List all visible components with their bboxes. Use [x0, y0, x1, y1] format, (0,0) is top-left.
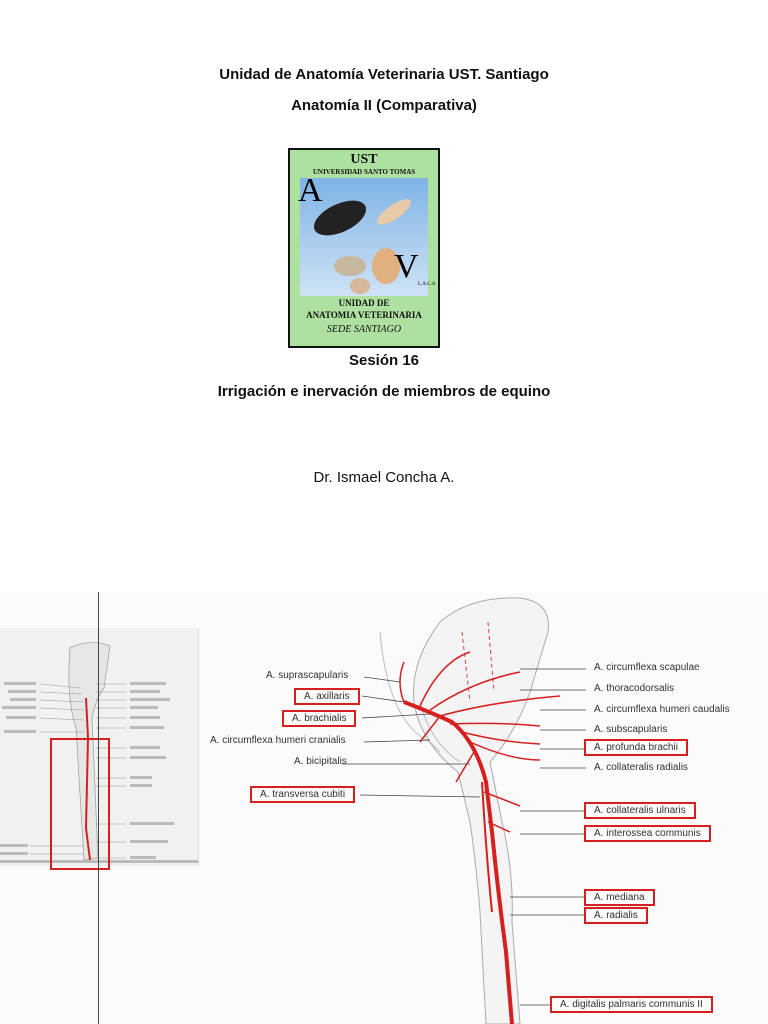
label-subscapularis: A. subscapularis	[594, 724, 668, 735]
label-circumflexa-humeri-cranialis: A. circumflexa humeri cranialis	[210, 735, 346, 746]
logo-ust-text: UST	[350, 152, 378, 167]
label-circumflexa-humeri-caudalis: A. circumflexa humeri caudalis	[594, 704, 730, 715]
document-title: Unidad de Anatomía Veterinaria UST. Santiago	[219, 66, 549, 83]
session-number: Sesión 16	[348, 352, 420, 369]
label-digitalis-palmaris-communis-ii: A. digitalis palmaris communis II	[550, 996, 713, 1013]
logo-letter-v: V	[394, 248, 419, 285]
logo-line-sede: SEDE SANTIAGO	[326, 324, 402, 335]
label-suprascapularis: A. suprascapularis	[266, 670, 349, 681]
logo-university-text: UNIVERSIDAD SANTO TOMAS	[312, 168, 416, 176]
label-collateralis-ulnaris: A. collateralis ulnaris	[584, 802, 696, 819]
session-topic: Irrigación e inervación de miembros de equino	[217, 383, 551, 400]
author-name: Dr. Ismael Concha A.	[313, 469, 455, 486]
label-bicipitalis: A. bicipitalis	[294, 756, 347, 767]
arterial-diagram	[0, 592, 768, 1024]
label-brachialis: A. brachialis	[282, 710, 356, 727]
logo-laca: L.A.C.A	[418, 282, 436, 287]
label-transversa-cubiti: A. transversa cubiti	[250, 786, 355, 803]
label-axillaris: A. axillaris	[294, 688, 360, 705]
label-interossea-communis: A. interossea communis	[584, 825, 711, 842]
label-circumflexa-scapulae: A. circumflexa scapulae	[594, 662, 700, 673]
logo-line-anatomia: ANATOMIA VETERINARIA	[306, 310, 422, 320]
ust-logo	[288, 148, 440, 348]
label-profunda-brachii: A. profunda brachii	[584, 739, 688, 756]
label-radialis: A. radialis	[584, 907, 648, 924]
logo-line-unidad: UNIDAD DE	[338, 298, 390, 308]
label-mediana: A. mediana	[584, 889, 655, 906]
logo-letter-a: A	[298, 172, 323, 209]
course-subtitle: Anatomía II (Comparativa)	[291, 97, 477, 114]
label-collateralis-radialis: A. collateralis radialis	[594, 762, 688, 773]
label-thoracodorsalis: A. thoracodorsalis	[594, 683, 675, 694]
